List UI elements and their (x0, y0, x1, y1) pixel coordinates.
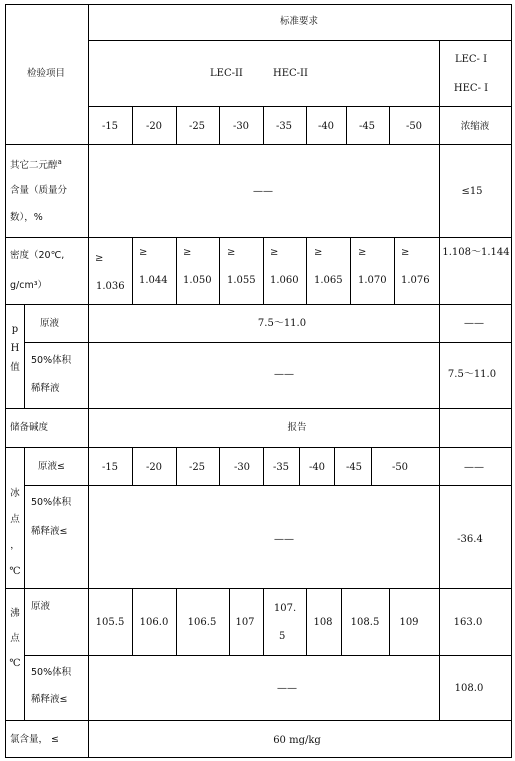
grid-line (371, 447, 372, 485)
grid-line (299, 447, 300, 485)
grid-line (263, 106, 264, 144)
boiling-value: 108.5 (350, 617, 380, 628)
grid-line (263, 237, 264, 304)
grid-line (5, 757, 512, 758)
grid-line (89, 40, 512, 41)
freezing-grade: -40 (308, 462, 326, 473)
boiling-value: 105.5 (95, 617, 125, 628)
boiling-stock-label: 原液 (31, 601, 51, 612)
grid-line (176, 237, 177, 304)
grid-line (176, 106, 177, 144)
ph-dilute-value: —— (274, 369, 294, 380)
grid-line (132, 237, 133, 304)
grid-line (511, 4, 512, 758)
other-glycol-label: 其它二元醇$^a$ (10, 158, 62, 172)
ph-dilute-label: 稀释液 (31, 383, 60, 394)
grade-group-a-label-2: HEC-II (273, 68, 308, 79)
grid-line (5, 588, 512, 589)
grid-line (389, 588, 390, 655)
grid-line (394, 237, 395, 304)
concentrate-header: 浓缩液 (460, 121, 490, 132)
density-value: 1.050 (183, 275, 212, 286)
grid-line (306, 588, 307, 655)
boiling-value: 106.0 (139, 617, 169, 628)
boiling-value: 106.5 (187, 617, 217, 628)
freezing-grade: -30 (233, 462, 251, 473)
chloride-label: 氯含量， ≤ (10, 734, 59, 745)
grid-line (306, 106, 307, 144)
density-ge: ≥ (227, 247, 236, 258)
inspection-item-heading: 检验项目 (26, 68, 66, 79)
boiling-value-tail: 5 (279, 631, 286, 642)
density-value: 1.055 (227, 275, 256, 286)
grid-line (5, 447, 512, 448)
ph-stock-value: 7.5～11.0 (257, 318, 307, 329)
grade-header: -45 (358, 121, 376, 132)
freezing-grade: -50 (391, 462, 409, 473)
grid-line (5, 4, 512, 5)
grade-header: -25 (188, 121, 206, 132)
grid-line (24, 447, 25, 720)
grid-line (306, 237, 307, 304)
grid-line (5, 4, 6, 758)
grade-header: -35 (275, 121, 293, 132)
density-ge: ≥ (183, 247, 192, 258)
grid-line (439, 40, 440, 720)
grid-line (132, 447, 133, 485)
density-label: g/cm³） (10, 280, 48, 291)
boiling-value: 109 (399, 617, 419, 628)
freezing-dilute-value: —— (274, 534, 294, 545)
boiling-dilute-label: 50%体积 (31, 667, 72, 678)
boiling-value: 108 (313, 617, 333, 628)
grade-group-b-label-2: HEC- I (453, 83, 489, 94)
density-ge: ≥ (95, 253, 104, 264)
grid-line (5, 144, 512, 145)
grid-line (341, 588, 342, 655)
ph-label: p H 值 (10, 324, 20, 373)
boiling-point-label: 沸 点 ℃ (9, 608, 21, 669)
density-value: 1.065 (314, 275, 343, 286)
density-value: 1.044 (139, 275, 168, 286)
grid-line (334, 447, 335, 485)
freezing-stock-concentrate: —— (464, 462, 484, 473)
grid-line (229, 588, 230, 655)
grade-header: -15 (101, 121, 119, 132)
ph-stock-label: 原液 (40, 318, 60, 329)
density-ge: ≥ (139, 247, 148, 258)
chloride-value: 60 mg/kg (273, 735, 321, 746)
grid-line (389, 106, 390, 144)
grid-line (132, 106, 133, 144)
freezing-grade: -35 (272, 462, 290, 473)
freezing-dilute-label: 稀释液≤ (31, 526, 68, 537)
freezing-point-label: 冰 点 ， ℃ (9, 488, 21, 577)
density-value: 1.060 (270, 275, 299, 286)
grid-line (176, 447, 177, 485)
ph-dilute-concentrate: 7.5～11.0 (447, 369, 497, 380)
grid-line (219, 447, 220, 485)
freezing-grade: -15 (101, 462, 119, 473)
grid-line (263, 447, 264, 485)
boiling-value: 107. (273, 603, 297, 614)
grade-header: -50 (405, 121, 423, 132)
other-glycol-label: 数），% (10, 212, 43, 223)
freezing-dilute-label: 50%体积 (31, 497, 72, 508)
density-ge: ≥ (358, 247, 367, 258)
freezing-stock-label: 原液≤ (38, 461, 65, 472)
grade-header: -20 (145, 121, 163, 132)
grid-line (5, 720, 512, 721)
grid-line (5, 304, 512, 305)
freezing-grade: -20 (145, 462, 163, 473)
density-value: 1.036 (96, 281, 125, 292)
ph-dilute-label: 50%体积 (31, 355, 72, 366)
ph-stock-concentrate: —— (464, 318, 484, 329)
freezing-grade: -45 (345, 462, 363, 473)
grid-line (24, 304, 25, 408)
density-ge: ≥ (314, 247, 323, 258)
grid-line (89, 106, 512, 107)
other-glycol-value: —— (253, 186, 273, 197)
reserve-alkalinity-label: 储备碱度 (10, 422, 49, 433)
grade-header: -30 (232, 121, 250, 132)
boiling-dilute-concentrate: 108.0 (454, 683, 484, 694)
grid-line (350, 237, 351, 304)
freezing-dilute-concentrate: -36.4 (457, 534, 483, 545)
reserve-alkalinity-value: 报告 (287, 422, 307, 433)
other-glycol-concentrate: ≤15 (461, 186, 483, 197)
grade-header: -40 (317, 121, 335, 132)
grid-line (88, 4, 89, 758)
grade-group-a-label-1: LEC-II (210, 68, 243, 79)
grid-line (5, 237, 512, 238)
grid-line (263, 588, 264, 655)
grid-line (346, 106, 347, 144)
freezing-grade: -25 (188, 462, 206, 473)
other-glycol-label: 含量（质量分 (10, 185, 68, 196)
grid-line (176, 588, 177, 655)
grade-group-b-label-1: LEC- I (454, 54, 488, 65)
density-value: 1.076 (401, 275, 430, 286)
density-label: 密度（20℃, (10, 250, 65, 261)
grid-line (219, 237, 220, 304)
density-concentrate: 1.108～1.144 (442, 247, 510, 258)
boiling-value: 107 (235, 617, 255, 628)
boiling-dilute-value: —— (277, 683, 297, 694)
density-ge: ≥ (401, 247, 410, 258)
standard-requirements-heading: 标准要求 (279, 16, 319, 27)
grid-line (132, 588, 133, 655)
grid-line (5, 408, 512, 409)
density-value: 1.070 (358, 275, 387, 286)
boiling-stock-concentrate: 163.0 (453, 617, 483, 628)
grid-line (219, 106, 220, 144)
density-ge: ≥ (270, 247, 279, 258)
boiling-dilute-label: 稀释液≤ (31, 694, 68, 705)
